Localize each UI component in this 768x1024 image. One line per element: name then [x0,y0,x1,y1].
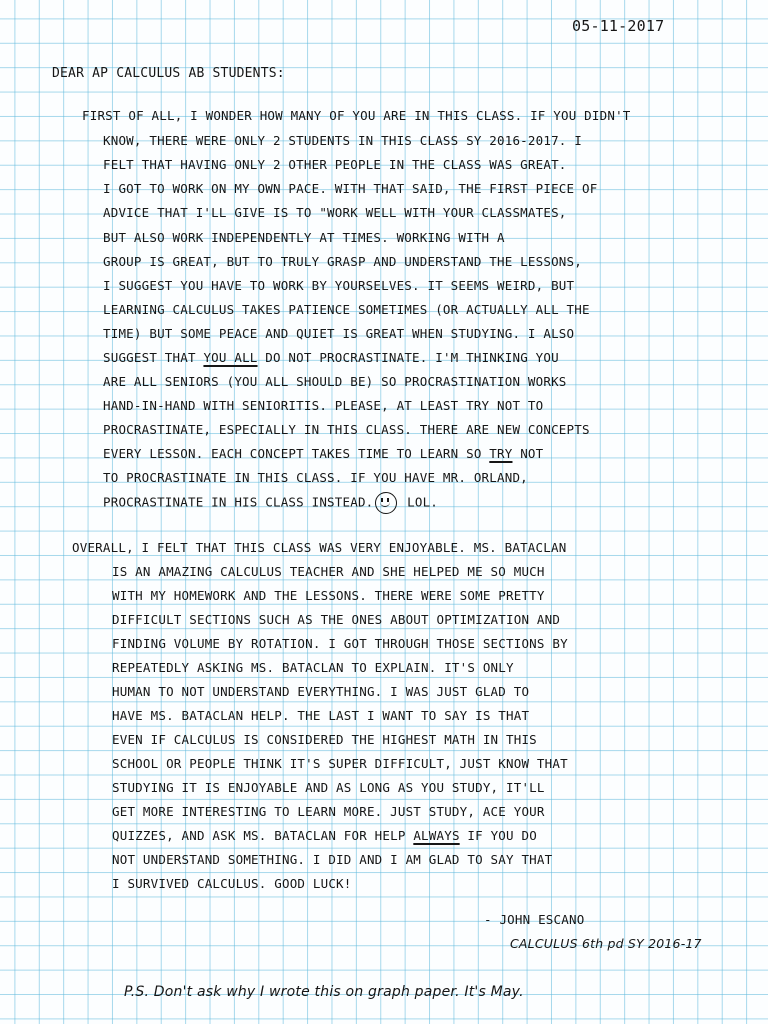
para1-line: FIRST OF ALL, I WONDER HOW MANY OF YOU ARE IN THIS CLASS. IF YOU DIDN'T [82,108,631,123]
salutation: DEAR AP CALCULUS AB STUDENTS: [52,66,285,81]
para1-line: KNOW, THERE WERE ONLY 2 STUDENTS IN THIS CLASS SY 2016-2017. I [103,133,582,148]
letter-date: 05-11-2017 [572,17,665,35]
para1-line: BUT ALSO WORK INDEPENDENTLY AT TIMES. WORKING WITH A [103,230,505,245]
signature-name: - JOHN ESCANO [484,912,585,927]
para2-line: WITH MY HOMEWORK AND THE LESSONS. THERE WERE SOME PRETTY [112,588,545,603]
underlined-text: YOU ALL [203,350,258,365]
para1-line: ADVICE THAT I'LL GIVE IS TO "WORK WELL WITH YOUR CLASSMATES, [103,205,567,220]
para1-text: LOL. [399,494,439,510]
para1-text: SUGGEST THAT [103,350,204,365]
para2-line: FINDING VOLUME BY ROTATION. I GOT THROUGH THOSE SECTIONS BY [112,636,568,651]
para1-line: LEARNING CALCULUS TAKES PATIENCE SOMETIMES (OR ACTUALLY ALL THE [103,302,590,317]
smiley-face-icon [375,492,397,514]
para2-text: IF YOU DO [459,828,537,843]
para2-line: REPEATEDLY ASKING MS. BATACLAN TO EXPLAIN. IT'S ONLY [112,660,514,675]
para2-line: EVEN IF CALCULUS IS CONSIDERED THE HIGHEST MATH IN THIS [112,732,537,747]
para1-line [103,446,543,461]
para2-line: HAVE MS. BATACLAN HELP. THE LAST I WANT TO SAY IS THAT [112,708,530,723]
para1-line: TO PROCRASTINATE IN THIS CLASS. IF YOU HAVE MR. ORLAND, [103,470,528,485]
para2-line: GET MORE INTERESTING TO LEARN MORE. JUST STUDY, ACE YOUR [112,804,545,819]
para1-text: DO NOT PROCRASTINATE. I'M THINKING YOU [257,350,559,365]
postscript: P.S. Don't ask why I wrote this on graph paper. It's May. [124,984,524,1000]
para2-line: NOT UNDERSTAND SOMETHING. I DID AND I AM GLAD TO SAY THAT [112,852,553,867]
para2-line: STUDYING IT IS ENJOYABLE AND AS LONG AS YOU STUDY, IT'LL [112,780,545,795]
para1-line: HAND-IN-HAND WITH SENIORITIS. PLEASE, AT LEAST TRY NOT TO [103,398,544,413]
para1-line [103,350,559,365]
para2-line [112,828,537,843]
para2-line: OVERALL, I FELT THAT THIS CLASS WAS VERY ENJOYABLE. MS. BATACLAN [72,540,567,555]
para1-line: FELT THAT HAVING ONLY 2 OTHER PEOPLE IN THE CLASS WAS GREAT. [103,157,567,172]
para2-line: DIFFICULT SECTIONS SUCH AS THE ONES ABOUT OPTIMIZATION AND [112,612,561,627]
para1-text: NOT [512,446,544,461]
para1-text: PROCRASTINATE IN HIS CLASS INSTEAD. [103,494,374,510]
para2-text: QUIZZES, AND ASK MS. BATACLAN FOR HELP [112,828,414,843]
para1-line: I GOT TO WORK ON MY OWN PACE. WITH THAT SAID, THE FIRST PIECE OF [103,181,598,196]
para2-line: HUMAN TO NOT UNDERSTAND EVERYTHING. I WAS JUST GLAD TO [112,684,530,699]
para2-line: I SURVIVED CALCULUS. GOOD LUCK! [112,876,352,891]
underlined-text: TRY [489,446,513,461]
para1-line [103,492,438,514]
para2-line: IS AN AMAZING CALCULUS TEACHER AND SHE HELPED ME SO MUCH [112,564,545,579]
para1-line: PROCRASTINATE, ESPECIALLY IN THIS CLASS. THERE ARE NEW CONCEPTS [103,422,590,437]
underlined-text: ALWAYS [413,828,460,843]
para1-line: ARE ALL SENIORS (YOU ALL SHOULD BE) SO PROCRASTINATION WORKS [103,374,567,389]
para1-line: I SUGGEST YOU HAVE TO WORK BY YOURSELVES. IT SEEMS WEIRD, BUT [103,278,575,293]
signature-class-info: CALCULUS 6th pd SY 2016-17 [510,936,702,951]
para1-line: GROUP IS GREAT, BUT TO TRULY GRASP AND UNDERSTAND THE LESSONS, [103,254,582,269]
para1-line: TIME) BUT SOME PEACE AND QUIET IS GREAT WHEN STUDYING. I ALSO [103,326,575,341]
para1-text: EVERY LESSON. EACH CONCEPT TAKES TIME TO LEARN SO [103,446,482,461]
para2-line: SCHOOL OR PEOPLE THINK IT'S SUPER DIFFICULT, JUST KNOW THAT [112,756,568,771]
